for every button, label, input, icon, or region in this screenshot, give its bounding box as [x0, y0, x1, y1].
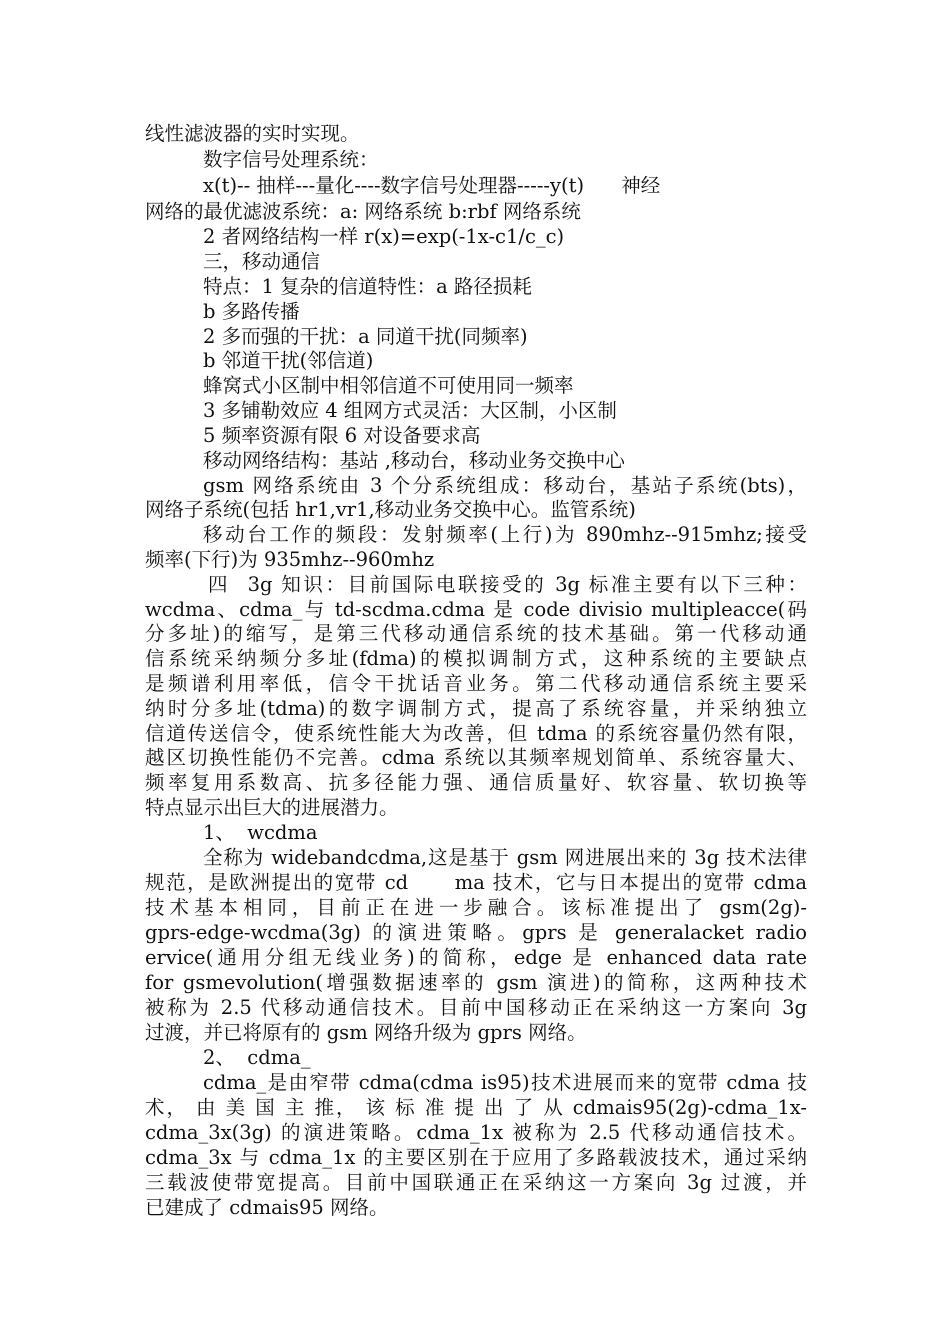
text-line: 蜂窝式小区制中相邻信道不可使用同一频率 — [203, 374, 574, 397]
text-line: 2 多而强的干扰：a 同道干扰(同频率) — [203, 325, 528, 348]
text-line: 5 频率资源有限 6 对设备要求高 — [203, 424, 481, 447]
text-line: 三载波使带宽提高。目前中国联通正在采纳这一方案向 3g 过渡，并 — [145, 1171, 807, 1194]
text-line: b 多路传播 — [203, 300, 300, 323]
text-line: 术， 由 美 国 主 推， 该 标 准 提 出 了 从 cdmais95(2g)-cdma_1x- — [145, 1096, 807, 1119]
text-line: 数字信号处理系统： — [203, 148, 379, 171]
text-line: 是频谱利用率低，信令干扰话音业务。第二代移动通信系统主要采 — [145, 672, 807, 695]
text-line: cdma_3x 与 cdma_1x 的主要区别在于应用了多路载波技术，通过采纳 — [145, 1146, 807, 1169]
text-line: 移动台工作的频段：发射频率(上行)为 890mhz--915mhz;接受 — [203, 523, 807, 546]
text-line: ervice(通用分组无线业务)的简称，edge 是 enhanced data rate — [145, 946, 807, 969]
text-line: 被称为 2.5 代移动通信技术。目前中国移动正在采纳这一方案向 3g — [145, 996, 807, 1019]
section-heading: 1、 wcdma — [203, 821, 318, 844]
text-line: 纳时分多址(tdma)的数字调制方式，提高了系统容量，并采纳独立 — [145, 697, 807, 720]
text-line: 频率复用系数高、抗多径能力强、通信质量好、软容量、软切换等 — [145, 771, 807, 794]
text-line: 特点显示出巨大的进展潜力。 — [145, 796, 399, 819]
text-line: cdma_是由窄带 cdma(cdma is95)技术进展而来的宽带 cdma 技 — [203, 1071, 807, 1094]
text-line: 规范，是欧洲提出的宽带 cd ma 技术，它与日本提出的宽带 cdma — [145, 871, 807, 894]
text-line: 技术基本相同，目前正在进一步融合。该标准提出了 gsm(2g)- — [145, 896, 807, 919]
text-line: 频率(下行)为 935mhz--960mhz — [145, 548, 435, 571]
text-line: 全称为 widebandcdma,这是基于 gsm 网进展出来的 3g 技术法律 — [203, 846, 807, 869]
section-heading: 2、 cdma_ — [203, 1046, 311, 1069]
text-line: 越区切换性能仍不完善。cdma 系统以其频率规划简单、系统容量大、 — [145, 746, 807, 769]
text-line: 移动网络结构：基站 ,移动台，移动业务交换中心 — [203, 449, 625, 472]
text-line: 信系统采纳频分多址(fdma)的模拟调制方式，这种系统的主要缺点 — [145, 647, 807, 670]
section-heading: 三，移动通信 — [203, 250, 321, 273]
text-line: x(t)-- 抽样---量化----数字信号处理器-----y(t) 神经 — [203, 174, 661, 197]
text-line: 线性滤波器的实时实现。 — [145, 122, 360, 145]
text-line: 过渡，并已将原有的 gsm 网络升级为 gprs 网络。 — [145, 1021, 587, 1044]
text-line: 分多址)的缩写，是第三代移动通信系统的技术基础。第一代移动通 — [145, 622, 807, 645]
text-line: 已建成了 cdmais95 网络。 — [145, 1196, 389, 1219]
text-line: cdma_3x(3g) 的演进策略。cdma_1x 被称为 2.5 代移动通信技术。 — [145, 1121, 807, 1144]
text-line: 3 多铺勒效应 4 组网方式灵活：大区制，小区制 — [203, 399, 617, 422]
text-line: 2 者网络结构一样 r(x)=exp(-1x-c1/c_c) — [203, 225, 565, 248]
text-line: 信道传送信令，使系统性能大为改善，但 tdma 的系统容量仍然有限， — [145, 722, 807, 745]
text-line: 特点：1 复杂的信道特性：a 路径损耗 — [203, 275, 532, 298]
text-line: 网络的最优滤波系统：a: 网络系统 b:rbf 网络系统 — [145, 200, 581, 223]
text-line: 网络子系统(包括 hr1,vr1,移动业务交换中心。监管系统) — [145, 498, 636, 521]
text-line: b 邻道干扰(邻信道) — [203, 349, 374, 372]
text-line: wcdma、cdma_与 td-scdma.cdma 是 code divisio multipleacce(码 — [145, 598, 807, 621]
section-heading: 四 3g 知识：目前国际电联接受的 3g 标准主要有以下三种： — [208, 573, 807, 596]
text-line: gsm 网络系统由 3 个分系统组成：移动台，基站子系统(bts)， — [203, 474, 807, 497]
text-line: for gsmevolution(增强数据速率的 gsm 演进)的简称，这两种技术 — [145, 971, 807, 994]
text-line: gprs-edge-wcdma(3g) 的演进策略。gprs 是 generalacket radio — [145, 921, 807, 944]
